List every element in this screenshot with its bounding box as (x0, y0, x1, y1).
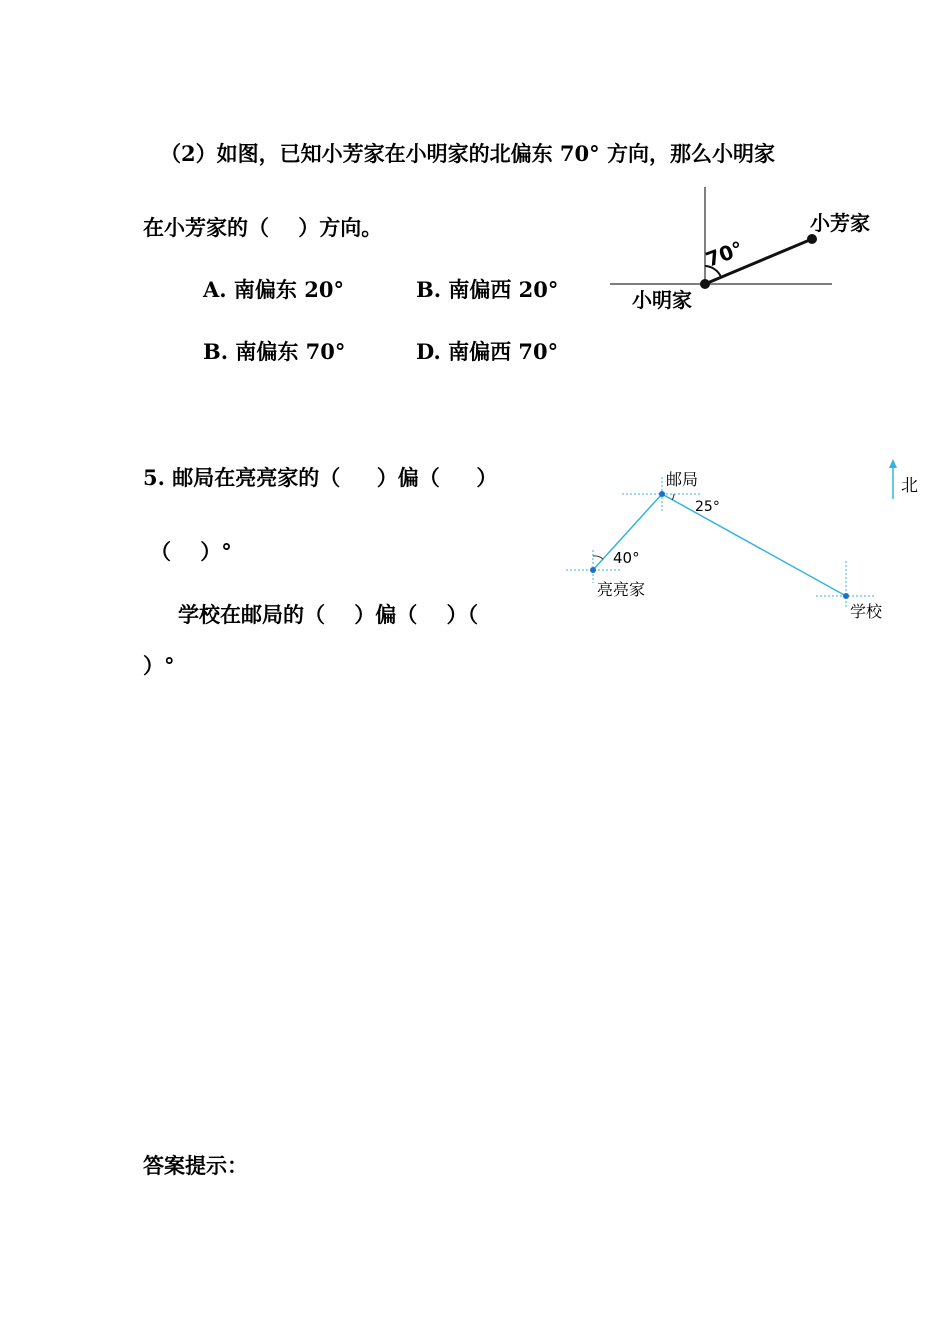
option-d: D. 南偏西 70° (416, 339, 559, 364)
xiaoming-home-label: 小明家 (632, 288, 692, 312)
school-label: 学校 (850, 602, 883, 621)
post-office-label: 邮局 (666, 470, 699, 489)
post-office-point (659, 491, 665, 497)
xiaoming-home-point (700, 279, 710, 289)
question5-line4: ）° (143, 653, 175, 678)
question5-line2: （ ）° (150, 539, 232, 564)
angle-70-label: 70° (702, 236, 747, 272)
option-b: B. 南偏西 20° (416, 277, 559, 302)
north-arrow-head (889, 459, 897, 468)
question2-line1: （2）如图，已知小芳家在小明家的北偏东 70° 方向，那么小明家 (160, 141, 775, 166)
option-c: B. 南偏东 70° (203, 339, 346, 364)
xiaofang-home-label: 小芳家 (810, 211, 870, 235)
angle-25-label: 25° (695, 499, 720, 515)
post-to-school-route (662, 494, 846, 596)
direction-figure-1 (608, 182, 870, 322)
angle-25-arc (672, 494, 674, 500)
xiaofang-home-point (807, 234, 817, 244)
angle-40-arc (593, 556, 603, 559)
north-label: 北 (901, 476, 918, 496)
angle-40-label: 40° (613, 549, 640, 567)
option-a: A. 南偏东 20° (203, 277, 344, 302)
question5-line3: 学校在邮局的（ ）偏（ ）（ (178, 602, 478, 627)
direction-figure-2 (560, 455, 918, 635)
school-point (843, 593, 849, 599)
home-label: 亮亮家 (597, 580, 646, 599)
question2-line2: 在小芳家的（ ）方向。 (143, 215, 383, 240)
answer-hint-heading: 答案提示： (143, 1153, 248, 1178)
question5-line1: 5. 邮局在亮亮家的（ ）偏（ ） (143, 465, 498, 490)
home-point (590, 567, 596, 573)
